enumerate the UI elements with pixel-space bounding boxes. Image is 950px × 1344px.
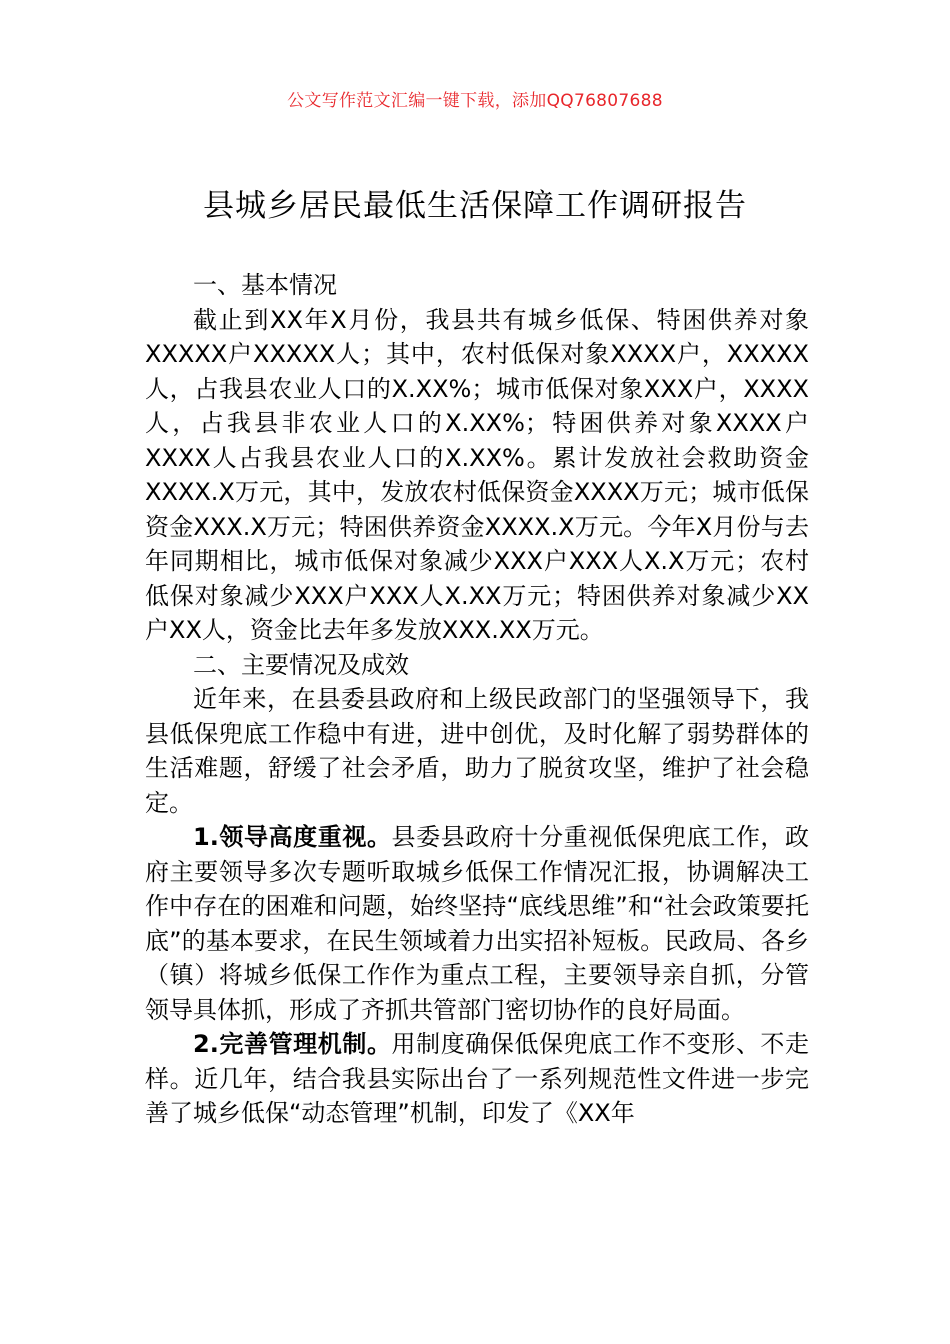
download-banner: 公文写作范文汇编一键下载，添加QQ76807688	[287, 91, 663, 111]
paragraph-text-mechanism: 用制度确保低保兜底工作不变形、不走样。近几年，结合我县实际出台了一系列规范性文件进一步完善了城乡低保“动态管理”机制，印发了《XX年	[145, 1030, 809, 1127]
section-heading-basic: 一、基本情况	[193, 271, 337, 299]
paragraph-mechanism	[145, 1027, 809, 1131]
document-body	[145, 268, 809, 1131]
paragraph-leadership	[145, 820, 809, 1027]
paragraph-achievements-intro: 近年来，在县委县政府和上级民政部门的坚强领导下，我县低保兜底工作稳中有进，进中创优，及时化解了弱势群体的生活难题，舒缓了社会矛盾，助力了脱贫攻坚，维护了社会稳定。	[145, 685, 809, 817]
paragraph-basic-situation: 截止到XX年X月份，我县共有城乡低保、特困供养对象XXXXX户XXXXX人；其中，农村低保对象XXXX户，XXXXX人，占我县农业人口的X.XX%；城市低保对象XXX户，XXXX人，占我县非农业人口的X.XX%；特困供养对象XXXX户XXXX人占我县农业人口的X.XX%。累计发放社会救助资金XXXX.X万元，其中，发放农村低保资金XXXX万元；城市低保资金XXX.X万元；特困供养资金XXXX.X万元。今年X月份与去年同期相比，城市低保对象减少XXX户XXX人X.X万元；农村低保对象减少XXX户XXX人X.XX万元；特困供养对象减少XX户XX人，资金比去年多发放XXX.XX万元。	[145, 305, 809, 644]
section-heading-achievements: 二、主要情况及成效	[193, 650, 409, 679]
paragraph-lead-mechanism: 2.完善管理机制。	[193, 1030, 392, 1058]
paragraph-text-leadership: 县委县政府十分重视低保兜底工作，政府主要领导多次专题听取城乡低保工作情况汇报，协调解决工作中存在的困难和问题，始终坚持“底线思维”和“社会政策要托底”的基本要求，在民生领域着力出实招补短板。民政局、各乡（镇）将城乡低保工作作为重点工程，主要领导亲自抓，分管领导具体抓，形成了齐抓共管部门密切协作的良好局面。	[145, 823, 809, 1024]
document-title: 县城乡居民最低生活保障工作调研报告	[203, 188, 747, 224]
paragraph-lead-leadership: 1.领导高度重视。	[193, 823, 392, 851]
